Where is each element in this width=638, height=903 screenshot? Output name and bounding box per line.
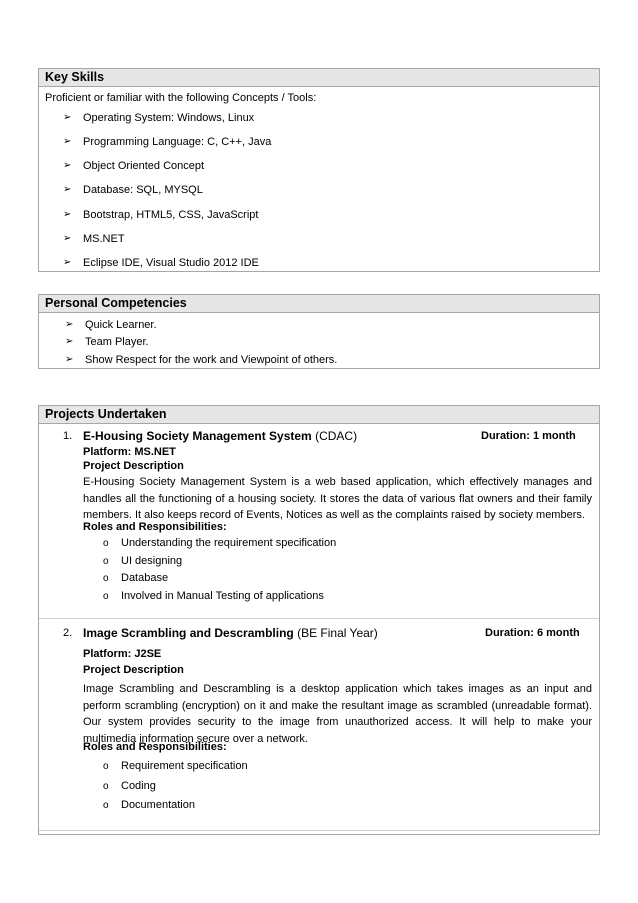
skill-item: Operating System: Windows, Linux — [83, 112, 255, 124]
role-item: Requirement specification — [121, 760, 248, 772]
project-title: Image Scrambling and Descrambling — [83, 626, 294, 640]
project-divider — [39, 618, 599, 619]
role-item: Coding — [121, 780, 156, 792]
arrow-bullet-icon: ➢ — [65, 319, 74, 330]
project-description-heading: Project Description — [83, 664, 184, 676]
competency-item: Show Respect for the work and Viewpoint of others. — [85, 354, 338, 366]
key-skills-intro: Proficient or familiar with the following Concepts / Tools: — [45, 92, 317, 104]
project-number: 2. — [63, 627, 73, 639]
project-title: E-Housing Society Management System — [83, 429, 312, 443]
arrow-bullet-icon: ➢ — [65, 336, 74, 347]
skill-item: Object Oriented Concept — [83, 160, 205, 172]
project-duration: Duration: 6 month — [485, 627, 580, 639]
role-item: Involved in Manual Testing of applications — [121, 590, 324, 602]
arrow-bullet-icon: ➢ — [63, 257, 72, 268]
project-platform: Platform: J2SE — [83, 648, 162, 660]
arrow-bullet-icon: ➢ — [65, 354, 74, 365]
skill-item: Database: SQL, MYSQL — [83, 184, 203, 196]
arrow-bullet-icon: ➢ — [63, 184, 72, 195]
project-title-line — [83, 429, 357, 443]
skill-item: MS.NET — [83, 233, 125, 245]
project-platform: Platform: MS.NET — [83, 446, 176, 458]
role-item: Understanding the requirement specification — [121, 537, 337, 549]
circle-bullet-icon: o — [103, 556, 109, 567]
role-item: Documentation — [121, 799, 195, 811]
project-roles-heading: Roles and Responsibilities: — [83, 741, 227, 753]
circle-bullet-icon: o — [103, 573, 109, 584]
project-description: E-Housing Society Management System is a web based application, which effectively manages and handles all the functioning of a housing society. It stores the data of various flat owners and their family members. It also keeps record of Events, Notices as well as the complaints raised by society members. — [83, 476, 592, 521]
project-org: (BE Final Year) — [297, 626, 378, 640]
projects-section — [38, 405, 600, 835]
skill-item: Eclipse IDE, Visual Studio 2012 IDE — [83, 257, 259, 269]
circle-bullet-icon: o — [103, 781, 109, 792]
circle-bullet-icon: o — [103, 591, 109, 602]
competencies-section — [38, 294, 600, 369]
skill-item: Programming Language: C, C++, Java — [83, 136, 272, 148]
project-title-line — [83, 626, 378, 640]
key-skills-section — [38, 68, 600, 272]
project-duration: Duration: 1 month — [481, 430, 576, 442]
circle-bullet-icon: o — [103, 800, 109, 811]
role-item: UI designing — [121, 555, 183, 567]
project-description: Image Scrambling and Descrambling is a desktop application which takes images as an input and perform scrambling (encryption) on it and make the resultant image as scrambled (unreadable format). Our system provides security to the image from unauthorized access. It will help to make your multimedia information secure over a network. — [83, 683, 592, 745]
arrow-bullet-icon: ➢ — [63, 209, 72, 220]
competency-item: Team Player. — [85, 336, 149, 348]
skill-item: Bootstrap, HTML5, CSS, JavaScript — [83, 209, 259, 221]
project-number: 1. — [63, 430, 73, 442]
project-roles-heading: Roles and Responsibilities: — [83, 521, 227, 533]
project-description-heading: Project Description — [83, 460, 184, 472]
arrow-bullet-icon: ➢ — [63, 233, 72, 244]
role-item: Database — [121, 572, 169, 584]
arrow-bullet-icon: ➢ — [63, 160, 72, 171]
circle-bullet-icon: o — [103, 761, 109, 772]
circle-bullet-icon: o — [103, 538, 109, 549]
arrow-bullet-icon: ➢ — [63, 112, 72, 123]
competencies-heading: Personal Competencies — [39, 295, 599, 313]
arrow-bullet-icon: ➢ — [63, 136, 72, 147]
competency-item: Quick Learner. — [85, 319, 157, 331]
projects-heading: Projects Undertaken — [39, 406, 599, 424]
key-skills-heading: Key Skills — [39, 69, 599, 87]
section-bottom-rule — [39, 830, 599, 831]
project-org: (CDAC) — [315, 429, 358, 443]
